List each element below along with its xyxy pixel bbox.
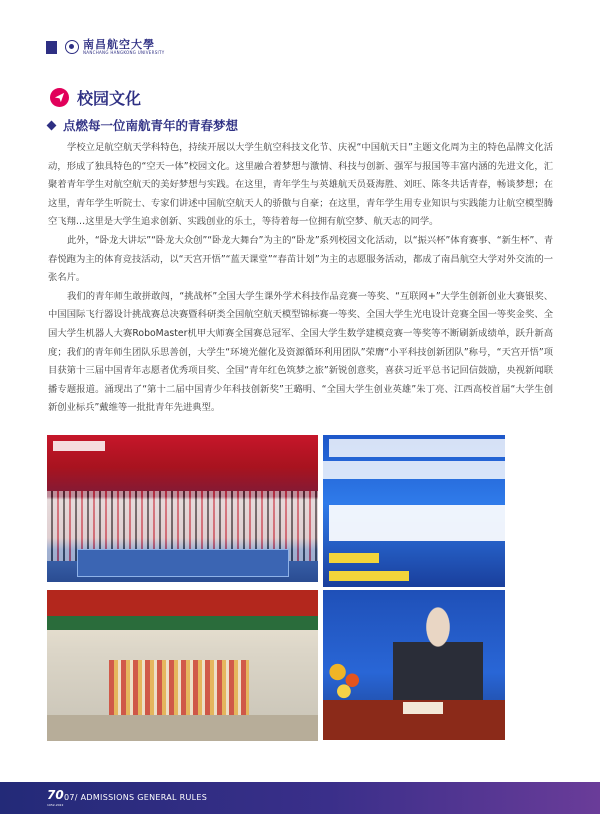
section-subtitle (48, 116, 238, 134)
header-square-marker (46, 41, 57, 54)
university-logo-subtext: NANCHANG HANGKONG UNIVERSITY (83, 50, 165, 55)
page-header (46, 38, 165, 56)
university-logo-text: 南昌航空大學 (83, 38, 155, 51)
diamond-bullet-icon (47, 120, 57, 130)
photo-stage-group (47, 435, 318, 582)
photo-academician-speech (323, 590, 505, 740)
photo-outdoor-group (47, 590, 318, 741)
paragraph-3: 我们的青年师生敢拼敢闯，“挑战杯”全国大学生课外学术科技作品竞赛一等奖、“互联网+”大学生创新创业大赛银奖、中国国际飞行器设计挑战赛总决赛暨科研类全国航空航天模型锦标赛一等奖、全国大学生光电设计竞赛全国一等奖金奖、全国大学生机器人大赛RoboMaster机甲大师赛全国赛总冠军、全国大学生数学建模竞赛一等奖等不断刷新成绩单，跃升新高度；我们的青年师生团队乐思善创，大学生“环境光催化及资源循环利用团队”荣膺“小平科技创新团队”称号，“天宫开悟”项目获第十三届中国青年志愿者优秀项目奖、全国“青年红色筑梦之旅”新锐创意奖，喜获习近平总书记回信鼓励，央视新闻联播专题报道。涌现出了“第十二届中国青少年科技创新奖”王璐明、“全国大学生创业英雄”朱丁亮、江西高校首届“大学生创新创业标兵”戴维等一批批青年先进典型。 (48, 290, 553, 414)
page-number-label: 07/ ADMISSIONS GENERAL RULES (64, 793, 208, 802)
paragraph-2: 此外，“卧龙大讲坛”“卧龙大众创”“卧龙大舞台”为主的“卧龙”系列校园文化活动，以“振兴杯”体育赛事、“新生杯”、青春悦跑为主的体育竞技活动，以“天宫开悟”“蓝天课堂”“春苗计划”为主的志愿服务活动，都成了南昌航空大学对外交流的一张名片。 (48, 234, 553, 284)
section-title-text: 校园文化 (77, 89, 142, 108)
paper-plane-icon (50, 88, 69, 107)
body-text (48, 139, 553, 418)
paragraph-1: 学校立足航空航天学科特色，持续开展以大学生航空科技文化节、庆祝“中国航天日”主题文化周为主的特色品牌文化活动，形成了独具特色的“空天一体”校园文化。这里融合着梦想与激情、科技与创新、强军与报国等丰富内涵的先进文化，汇聚着青年学生对航空航天的美好梦想与实践。在这里，青年学生与英雄航天员聂海胜、刘旺、陈冬共话青春，畅谈梦想；在这里，青年学生听院士、专家们讲述中国航空航天人的骄傲与自豪；在这里，青年学生用专业知识与实践能力让航空模型腾空飞翔…这里是大学生追求创新、实践创业的乐土，等待着每一位拥有航空梦、航天志的同学。 (48, 142, 553, 228)
anniversary-years: 1952-2022 (47, 803, 64, 807)
page-footer (0, 782, 600, 814)
section-subtitle-text: 点燃每一位南航青年的青春梦想 (63, 118, 239, 133)
university-logo (83, 39, 165, 55)
anniversary-badge: 70 (47, 788, 64, 802)
photo-lecture-screen (323, 435, 505, 587)
section-title (50, 86, 141, 109)
university-seal-icon (65, 40, 79, 54)
